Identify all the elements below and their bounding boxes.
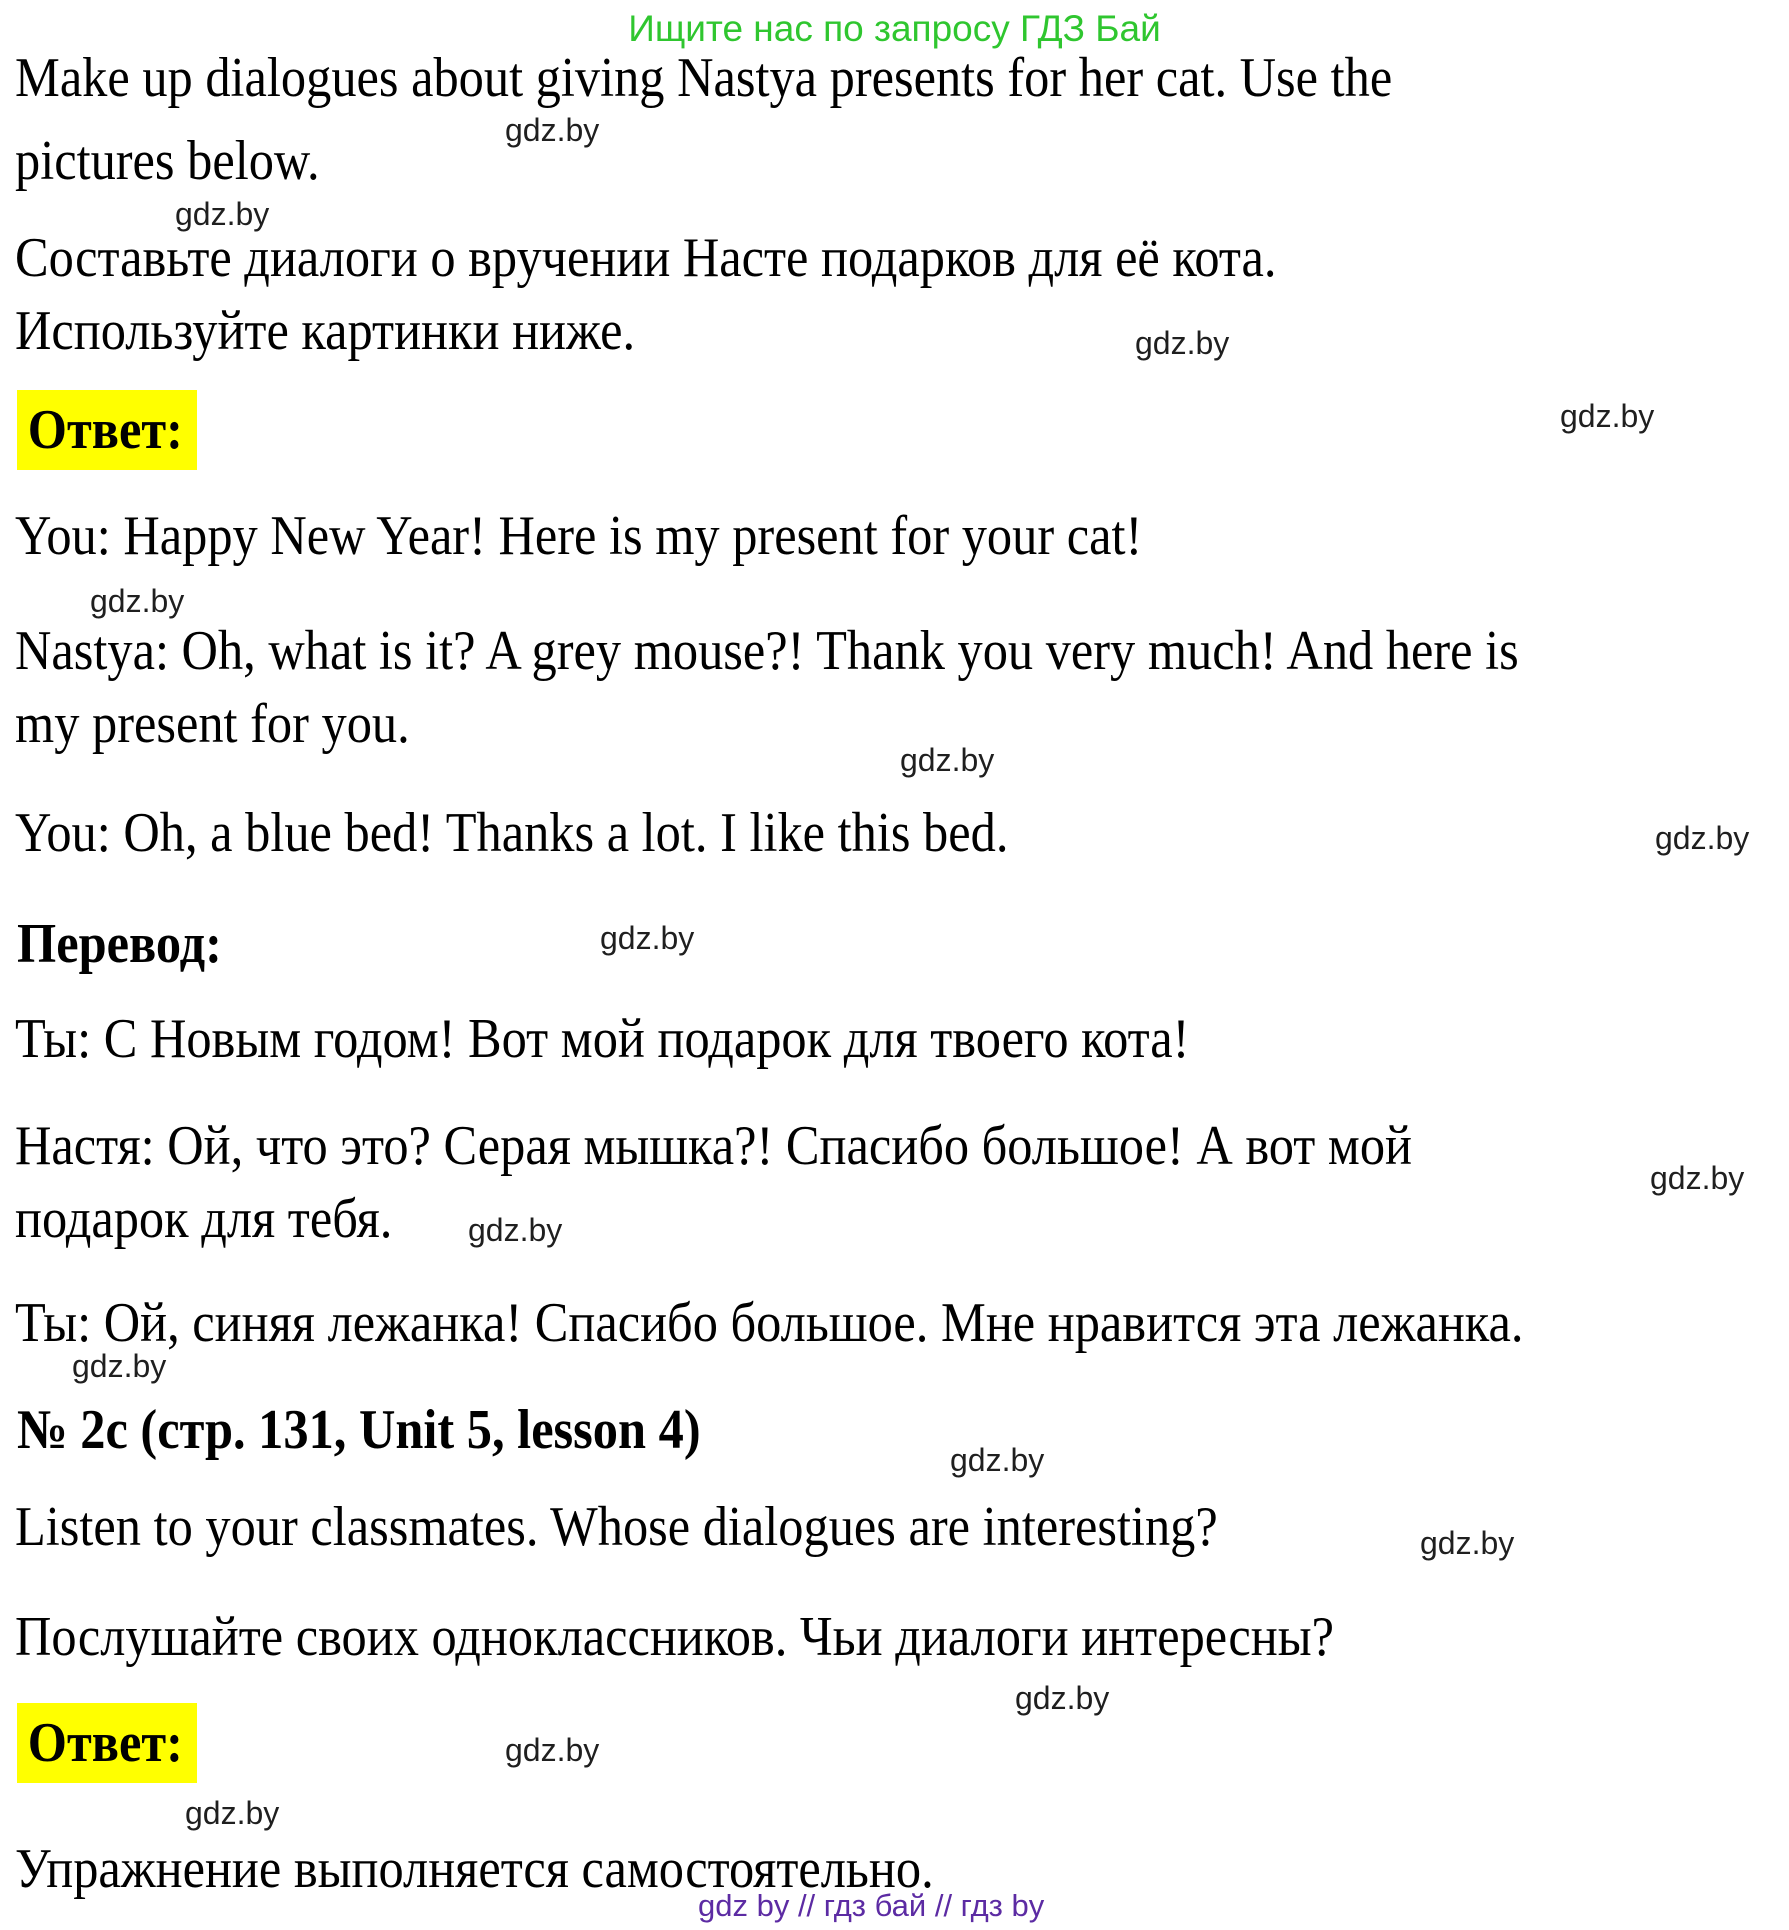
gdz-watermark-10: gdz.by — [468, 1212, 563, 1248]
gdz-watermark-2: gdz.by — [175, 196, 270, 232]
answer-label-2: Ответ: — [17, 1703, 197, 1783]
dialogue-line-4: You: Oh, a blue bed! Thanks a lot. I like this bed. — [15, 802, 1009, 864]
translation-line-4: Ты: Ой, синяя лежанка! Спасибо большое. Мне нравится эта лежанка. — [15, 1292, 1524, 1354]
gdz-watermark-9: gdz.by — [1650, 1160, 1745, 1196]
gdz-watermark-4: gdz.by — [1560, 398, 1655, 434]
dialogue-line-3: my present for you. — [15, 693, 410, 755]
task1-en-line2: pictures below. — [15, 130, 320, 192]
gdz-watermark-6: gdz.by — [900, 742, 995, 778]
gdz-watermark-11: gdz.by — [72, 1348, 167, 1384]
answer-label-1: Ответ: — [17, 390, 197, 470]
dialogue-line-1: You: Happy New Year! Here is my present for your cat! — [15, 505, 1143, 567]
gdz-watermark-12: gdz.by — [950, 1442, 1045, 1478]
task2-heading: № 2c (стр. 131, Unit 5, lesson 4) — [17, 1399, 701, 1461]
task2-en-line: Listen to your classmates. Whose dialogues are interesting? — [15, 1496, 1218, 1558]
promo-banner: Ищите нас по запросу ГДЗ Бай — [628, 8, 1161, 49]
footer-links: gdz by // гдз бай // гдз by — [698, 1888, 1045, 1923]
gdz-watermark-14: gdz.by — [1015, 1680, 1110, 1716]
translation-line-3: подарок для тебя. — [15, 1188, 393, 1250]
perevod-label: Перевод: — [17, 913, 222, 975]
gdz-watermark-16: gdz.by — [185, 1795, 280, 1831]
translation-line-1: Ты: С Новым годом! Вот мой подарок для твоего кота! — [15, 1008, 1190, 1070]
gdz-watermark-13: gdz.by — [1420, 1525, 1515, 1561]
task1-ru-line2: Используйте картинки ниже. — [15, 300, 636, 362]
dialogue-line-2: Nastya: Oh, what is it? A grey mouse?! Thank you very much! And here is — [15, 620, 1519, 682]
answer2-note: Упражнение выполняется самостоятельно. — [15, 1838, 934, 1900]
gdz-watermark-15: gdz.by — [505, 1732, 600, 1768]
task2-ru-line: Послушайте своих одноклассников. Чьи диалоги интересны? — [15, 1606, 1334, 1668]
gdz-watermark-7: gdz.by — [1655, 820, 1750, 856]
gdz-watermark-5: gdz.by — [90, 583, 185, 619]
gdz-watermark-8: gdz.by — [600, 920, 695, 956]
task1-en-line1: Make up dialogues about giving Nastya presents for her cat. Use the — [15, 47, 1393, 109]
gdz-watermark-3: gdz.by — [1135, 325, 1230, 361]
task1-ru-line1: Составьте диалоги о вручении Насте подарков для её кота. — [15, 227, 1277, 289]
gdz-watermark-1: gdz.by — [505, 112, 600, 148]
translation-line-2: Настя: Ой, что это? Серая мышка?! Спасибо большое! А вот мой — [15, 1115, 1413, 1177]
